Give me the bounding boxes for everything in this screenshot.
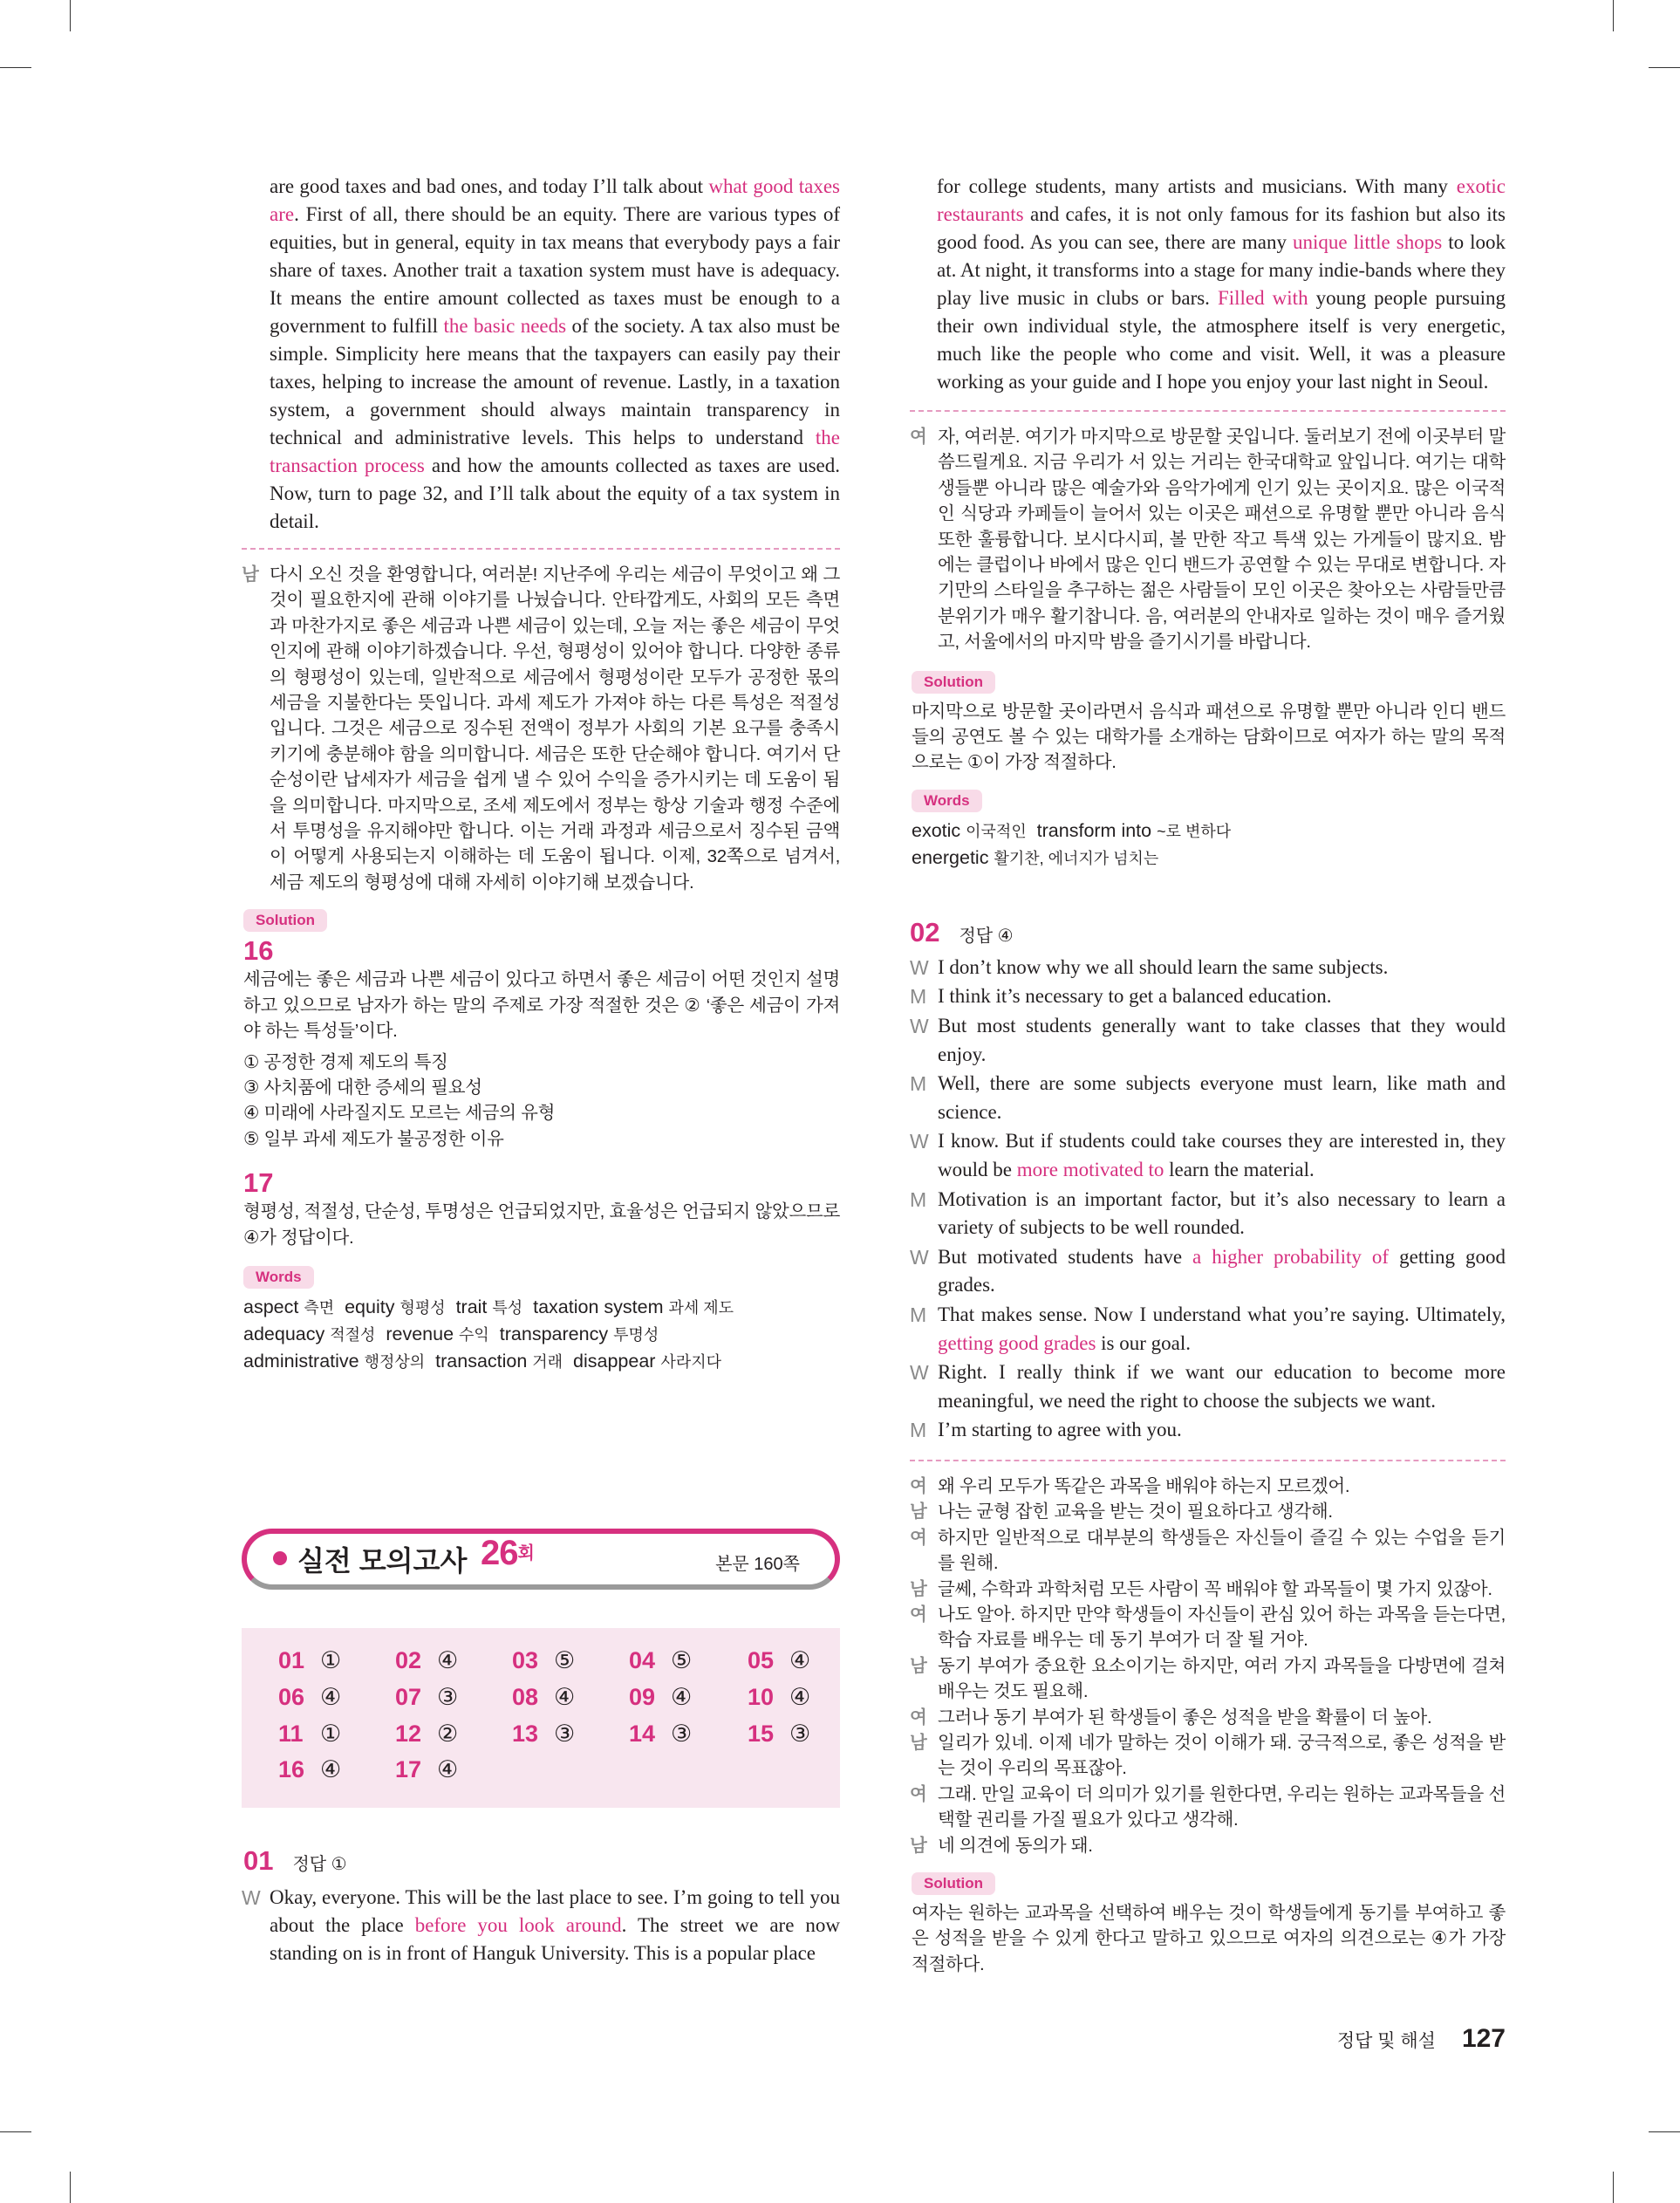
text-segment: Okay, everyone. This will be the last place to see. I’m going to tell you about the place: [270, 1886, 840, 1936]
answer-choice: ③: [789, 1721, 811, 1747]
answer-item: [748, 1721, 810, 1748]
vocab-term: transparency: [499, 1323, 609, 1344]
answer-label: 정답 ①: [292, 1855, 347, 1874]
speaker-label: 여: [910, 1604, 927, 1625]
line-text: [938, 1127, 1506, 1184]
line-text: [938, 954, 1506, 982]
answer-choice: ④: [320, 1756, 342, 1782]
answer-item: [748, 1684, 810, 1711]
round-number: 26: [481, 1534, 518, 1572]
page-footer: [1337, 2024, 1506, 2054]
answer-choice: ⑤: [554, 1647, 576, 1673]
highlighted-phrase: what good taxes are: [270, 175, 840, 225]
text-segment: That makes sense. Now I understand what you’re saying. Ultimately,: [938, 1303, 1506, 1325]
answer-item: [278, 1721, 341, 1748]
answer-choice: ④: [437, 1756, 459, 1782]
crop-mark: [70, 0, 71, 31]
vocab-line: [243, 1294, 840, 1321]
vocab-meaning: 과세 제도: [668, 1298, 734, 1317]
translation-line: [910, 1705, 1506, 1730]
answer-item: [629, 1721, 692, 1748]
text-segment: and cafes, it is not only famous for its fashion but also its good food. As you can see, there are many: [937, 203, 1506, 253]
question-number: 16: [243, 935, 274, 967]
answer-item: [278, 1647, 341, 1674]
answer-item: [278, 1684, 341, 1711]
speaker-label: 남: [910, 1835, 927, 1856]
question-num: 02: [395, 1647, 422, 1673]
dialogue-line: [910, 954, 1506, 982]
speaker-label: 여: [910, 1783, 927, 1804]
answer-choice: ⑤: [671, 1647, 693, 1673]
question-header: [243, 1845, 347, 1877]
line-text: [938, 1358, 1506, 1415]
speaker-label: M: [910, 1303, 927, 1326]
highlighted-phrase: a higher probability of: [1192, 1245, 1390, 1268]
text-segment: getting good grades.: [938, 1245, 1506, 1296]
line-text: [938, 1416, 1506, 1445]
vocab-term: disappear: [573, 1350, 656, 1372]
option: ① 공정한 경제 제도의 특징: [243, 1051, 448, 1072]
crop-mark: [1649, 67, 1680, 68]
answer-choice: ①: [320, 1721, 342, 1747]
line-text: 왜 우리 모두가 똑같은 과목을 배워야 하는지 모르겠어.: [938, 1475, 1350, 1496]
question-number: 17: [243, 1167, 274, 1199]
text-segment: But most students generally want to take classes that they would enjoy.: [938, 1015, 1506, 1065]
crop-mark: [0, 2131, 31, 2132]
left-column: [242, 173, 840, 1375]
vocab-line: [912, 818, 1506, 845]
line-text: 동기 부여가 중요한 요소이기는 하지만, 여러 가지 과목들을 다방면에 걸쳐 배우는 것도 필요해.: [938, 1655, 1506, 1702]
answer-choice: ③: [554, 1721, 576, 1747]
dialogue-line: [910, 1243, 1506, 1300]
answer-choice: ④: [554, 1684, 576, 1710]
question-header: [910, 917, 1014, 948]
line-text: 나도 알아. 하지만 만약 학생들이 자신들이 관심 있어 하는 과목을 듣는다면, 학습 자료를 배우는 데 동기 부여가 더 잘 될 거야.: [938, 1604, 1506, 1651]
speaker-label: 남: [242, 564, 259, 585]
speaker-label: M: [910, 1419, 927, 1442]
vocab-line: [243, 1321, 840, 1348]
option: ③ 사치품에 대한 증세의 필요성: [243, 1077, 482, 1098]
text-segment: young people pursuing their own individual style, the atmosphere itself is very energetic, much like the people who come and visit. Well, it was a pleasure working as your guide and I hope you enjoy your last night in Seoul.: [937, 287, 1506, 393]
line-text: [270, 1884, 840, 1967]
highlighted-phrase: exotic restaurants: [937, 175, 1506, 225]
vocab-term: adequacy: [243, 1323, 325, 1344]
question-num: 14: [629, 1721, 656, 1747]
vocab-meaning: 활기찬, 에너지가 넘치는: [994, 849, 1159, 867]
question-num: 12: [395, 1721, 422, 1747]
speaker-label: W: [910, 1245, 929, 1269]
line-text: [938, 1186, 1506, 1242]
answer-item: [512, 1647, 575, 1674]
answer-item: [395, 1756, 458, 1783]
text-segment: . The street we are now standing on is in front of Hanguk University. This is a popular place: [270, 1914, 841, 1964]
answer-choice: ④: [671, 1684, 693, 1710]
solution-badge: Solution: [912, 1872, 995, 1895]
question-num: 05: [748, 1647, 775, 1673]
answer-choice: ④: [437, 1647, 459, 1673]
line-text: [938, 982, 1506, 1011]
answer-item: [278, 1756, 341, 1783]
text-segment: is our goal.: [1096, 1331, 1192, 1354]
crop-mark: [1613, 2172, 1614, 2203]
crop-mark: [1649, 2131, 1680, 2132]
translation-line: [910, 1730, 1506, 1782]
speaker-label: 여: [910, 427, 927, 447]
highlighted-phrase: unique little shops: [1293, 231, 1443, 253]
line-text: 글쎄, 수학과 과학처럼 모든 사람이 꼭 배워야 할 과목들이 몇 가지 있잖아.: [938, 1578, 1492, 1599]
translation-line: [910, 1602, 1506, 1653]
solution-16-text: 세금에는 좋은 세금과 나쁜 세금이 있다고 하면서 좋은 세금이 어떤 것인지 설명하고 있으므로 남자가 하는 말의 주제로 가장 적절한 것은 ② ‘좋은 세금이 가져야 하는 특성들’이다.: [243, 969, 840, 1042]
speaker-label: 여: [910, 1707, 927, 1728]
passage-translation: [910, 424, 1506, 655]
question-num: 06: [278, 1684, 305, 1710]
question-num: 01: [278, 1647, 305, 1673]
line-text: 하지만 일반적으로 대부분의 학생들은 자신들이 즐길 수 있는 수업을 듣기를 원해.: [938, 1527, 1506, 1574]
text-segment: But motivated students have: [938, 1245, 1193, 1268]
divider: [242, 548, 840, 550]
test-header: [242, 1529, 840, 1590]
highlighted-phrase: the basic needs: [443, 315, 567, 337]
dialogue-line: [910, 1070, 1506, 1126]
answer-choice: ④: [789, 1647, 811, 1673]
words-badge: Words: [912, 790, 982, 812]
vocab-term: administrative: [243, 1350, 359, 1372]
vocab-meaning: 측면: [304, 1298, 335, 1317]
test-round: [481, 1534, 535, 1573]
dialogue-line: [910, 1127, 1506, 1184]
dialogue: [910, 954, 1506, 1446]
answer-item: [395, 1684, 458, 1711]
vocab-line: [243, 1348, 840, 1375]
line-text: 나는 균형 잡힌 교육을 받는 것이 필요하다고 생각해.: [938, 1502, 1333, 1522]
speaker-label: W: [910, 1361, 929, 1385]
answer-item: [395, 1721, 458, 1748]
vocab-meaning: 이국적인: [966, 822, 1027, 840]
highlighted-phrase: before you look around: [414, 1914, 622, 1936]
line-text: 그러나 동기 부여가 된 학생들이 좋은 성적을 받을 확률이 더 높아.: [938, 1707, 1432, 1728]
dialogue-line: [910, 982, 1506, 1011]
line-text: [938, 1243, 1506, 1300]
answer-choice: ③: [671, 1721, 693, 1747]
vocab-term: exotic: [912, 819, 961, 841]
option: ⑤ 일부 과세 제도가 불공정한 이유: [243, 1128, 504, 1149]
text-segment: . First of all, there should be an equity. There are various types of equities, but in general, equity in tax means that everybody pays a fair share of taxes. Another trait a taxation system must have is adequacy. It means the entire amount collected as taxes must be enough to a government to fulfill: [270, 203, 840, 337]
section-label: 정답 및 해설: [1336, 2031, 1436, 2051]
answer-item: [395, 1647, 458, 1674]
answer-choice: ①: [320, 1647, 342, 1673]
vocab-term: equity: [345, 1296, 395, 1317]
answer-item: [629, 1647, 692, 1674]
answer-label: 정답 ④: [959, 926, 1014, 946]
vocab-meaning: ~로 변하다: [1157, 822, 1232, 840]
divider: [910, 410, 1506, 412]
solution-16-options: [243, 1050, 840, 1153]
vocab-meaning: 적절성: [330, 1325, 376, 1344]
dialogue-line: [910, 1416, 1506, 1445]
question-num: 04: [629, 1647, 656, 1673]
dialogue-line: [910, 1012, 1506, 1069]
crop-mark: [0, 67, 31, 68]
highlighted-phrase: the transaction process: [270, 427, 840, 476]
speaker-label: W: [910, 1015, 929, 1038]
dialogue-line: [242, 1884, 840, 1967]
dialogue-line: [910, 1358, 1506, 1415]
translation-line: [910, 1525, 1506, 1577]
vocab-meaning: 사라지다: [660, 1352, 722, 1371]
speaker-label: 여: [910, 1527, 927, 1548]
speaker-label: 남: [910, 1655, 927, 1676]
round-suffix: 회: [517, 1543, 535, 1563]
answer-choice: ④: [320, 1684, 342, 1710]
text-segment: learn the material.: [1164, 1159, 1315, 1181]
crop-mark: [1613, 0, 1614, 31]
line-text: [938, 1070, 1506, 1126]
translation-line: [910, 1499, 1506, 1524]
question-number: 02: [910, 916, 940, 948]
question-num: 07: [395, 1684, 422, 1710]
text-segment: I’m starting to agree with you.: [938, 1419, 1182, 1441]
text-segment: are good taxes and bad ones, and today I’ll talk about: [270, 175, 709, 197]
answer-choice: ②: [437, 1721, 459, 1747]
vocab-meaning: 수익: [459, 1325, 489, 1344]
crop-mark: [70, 2172, 71, 2203]
solution-01-text: 마지막으로 방문할 곳이라면서 음식과 패션으로 유명할 뿐만 아니라 인디 밴드들의 공연도 볼 수 있는 대학가를 소개하는 담화이므로 여자가 하는 말의 목적으로는 ①이 가장 적절하다.: [912, 701, 1506, 773]
answer-choice: ④: [789, 1684, 811, 1710]
line-text: 그래. 만일 교육이 더 의미가 있기를 원한다면, 우리는 원하는 교과목들을 선택할 권리를 가질 필요가 있다고 생각해.: [938, 1783, 1506, 1830]
vocab-list: [912, 818, 1506, 872]
text-segment: for college students, many artists and musicians. With many: [937, 175, 1457, 197]
answer-item: [748, 1647, 810, 1674]
passage-continuation: [270, 173, 840, 536]
question-num: 09: [629, 1684, 656, 1710]
translation-line: [910, 1577, 1506, 1602]
right-column: [910, 173, 1506, 1977]
speaker-label: W: [910, 955, 929, 979]
line-text: 네 의견에 동의가 돼.: [938, 1835, 1093, 1856]
question-num: 17: [395, 1756, 422, 1782]
question-num: 11: [278, 1721, 304, 1747]
text-segment: I don’t know why we all should learn the same subjects.: [938, 955, 1389, 978]
text-segment: I know. But if students could take courses they are interested in, they would be: [938, 1130, 1506, 1181]
speaker-label: 남: [910, 1502, 927, 1522]
text-segment: to look at. At night, it transforms into a stage for many indie-bands where they play live music in clubs or bars.: [937, 231, 1506, 309]
passage-translation: [242, 562, 840, 895]
solution-badge: Solution: [912, 671, 995, 694]
question-num: 08: [512, 1684, 539, 1710]
vocab-meaning: 거래: [532, 1352, 563, 1371]
translation-line: [910, 1474, 1506, 1499]
divider: [910, 1460, 1506, 1461]
vocab-term: taxation system: [533, 1296, 664, 1317]
dialogue-line: [910, 1186, 1506, 1242]
test-title: 실전 모의고사: [297, 1545, 468, 1577]
text-segment: Motivation is an important factor, but it’s also necessary to learn a variety of subjects to be well rounded.: [938, 1187, 1506, 1239]
speaker-label: M: [910, 985, 927, 1009]
highlighted-phrase: more motivated to: [1016, 1159, 1164, 1181]
dialogue-translation: [910, 1474, 1506, 1858]
translation-line: [910, 1833, 1506, 1858]
question-num: 13: [512, 1721, 539, 1747]
speaker-label: 남: [910, 1733, 927, 1754]
text-segment: Well, there are some subjects everyone must learn, like math and science.: [938, 1072, 1506, 1123]
vocab-line: [912, 845, 1506, 872]
vocab-term: transaction: [435, 1350, 528, 1372]
dialogue-line: [910, 1301, 1506, 1358]
speaker-label: 남: [910, 1578, 927, 1599]
vocab-term: revenue: [386, 1323, 454, 1344]
option: ④ 미래에 사라질지도 모르는 세금의 유형: [243, 1103, 556, 1124]
line-text: [938, 1301, 1506, 1358]
line-text: [938, 1012, 1506, 1069]
vocab-meaning: 투명성: [613, 1325, 659, 1344]
highlighted-phrase: Filled with: [1217, 287, 1308, 309]
bullet-icon: [273, 1551, 287, 1565]
words-badge: Words: [243, 1266, 314, 1289]
answer-item: [512, 1721, 575, 1748]
translation-text: 다시 오신 것을 환영합니다, 여러분! 지난주에 우리는 세금이 무엇이고 왜 그것이 필요한지에 관해 이야기를 나눴습니다. 안타깝게도, 사회의 모든 측면과 마찬가지로 좋은 세금과 나쁜 세금이 있는데, 오늘 저는 좋은 세금이 무엇인지에 관해 이야기하겠습니다. 우선, 형평성이 있어야 합니다. 다양한 종류의 형평성이 있는데, 일반적으로 세금에서 형평성이란 모두가 공정한 몫의 세금을 지불한다는 뜻입니다. 과세 제도가 가져야 하는 다른 특성은 적절성입니다. 그것은 세금으로 징수된 전액이 정부가 사회의 기본 요구를 충족시키기에 충분해야 함을 의미합니다. 세금은 또한 단순해야 합니다. 여기서 단순성이란 납세자가 세금을 쉽게 낼 수 있어 수익을 증가시키는 데 도움이 됨을 의미합니다. 마지막으로, 조세 제도에서 정부는 항상 기술과 행정 수준에서 투명성을 유지해야만 합니다. 이는 거래 과정과 세금으로서 징수된 금액이 어떻게 사용되는지 이해하는 데 도움이 됩니다. 이제, 32쪽으로 넘겨서, 세금 제도의 형평성에 대해 자세히 이야기해 보겠습니다.: [270, 564, 840, 893]
translation-line: [910, 1653, 1506, 1705]
line-text: 일리가 있네. 이제 네가 말하는 것이 이해가 돼. 궁극적으로, 좋은 성적을 받는 것이 우리의 목표잖아.: [938, 1733, 1506, 1779]
vocab-meaning: 특성: [492, 1298, 523, 1317]
vocab-list: [243, 1294, 840, 1375]
vocab-meaning: 행정상의: [364, 1352, 426, 1371]
vocab-meaning: 형평성: [400, 1298, 446, 1317]
page-reference: 본문 160쪽: [715, 1555, 800, 1574]
vocab-term: transform into: [1036, 819, 1152, 841]
text-segment: and how the amounts collected as taxes are used. Now, turn to page 32, and I’ll talk about the equity of a tax system in detail.: [270, 455, 840, 532]
page-number: 127: [1461, 2024, 1506, 2053]
speaker-label: M: [910, 1072, 927, 1096]
question-num: 15: [748, 1721, 775, 1747]
vocab-term: trait: [455, 1296, 488, 1317]
translation-text: 자, 여러분. 여기가 마지막으로 방문할 곳입니다. 둘러보기 전에 이곳부터 말씀드릴게요. 지금 우리가 서 있는 거리는 한국대학교 앞입니다. 여기는 대학생들뿐 아니라 많은 예술가와 음악가에게 인기 있는 곳이지요. 많은 이국적인 식당과 카페들이 늘어서 있는 이곳은 패션으로 유명할 뿐만 아니라 음식 또한 훌륭합니다. 보시다시피, 볼 만한 작고 특색 있는 가게들이 많지요. 밤에는 클럽이나 바에서 많은 인디 밴드가 공연할 수 있는 무대로 변합니다. 자기만의 스타일을 추구하는 젊은 사람들이 모인 이곳은 찾아오는 사람들만큼 분위기가 매우 활기찹니다. 음, 여러분의 안내자로 일하는 것이 매우 즐거웠고, 서울에서의 마지막 밤을 즐기시기를 바랍니다.: [938, 427, 1506, 653]
solution-02-text: 여자는 원하는 교과목을 선택하여 배우는 것이 학생들에게 동기를 부여하고 좋은 성적을 받을 수 있게 한다고 말하고 있으므로 여자의 의견으로는 ④가 가장 적절하다.: [912, 1903, 1506, 1974]
answer-key: [242, 1628, 840, 1808]
solution-17-text: 형평성, 적절성, 단순성, 투명성은 언급되었지만, 효율성은 언급되지 않았으므로 ④가 정답이다.: [243, 1201, 840, 1248]
translation-line: [910, 1782, 1506, 1833]
answer-item: [629, 1684, 692, 1711]
question-num: 16: [278, 1756, 305, 1782]
speaker-label: M: [910, 1187, 927, 1211]
speaker-label: 여: [910, 1475, 927, 1496]
text-segment: I think it’s necessary to get a balanced education.: [938, 985, 1332, 1008]
question-num: 10: [748, 1684, 775, 1710]
vocab-term: energetic: [912, 846, 989, 868]
question-01: [242, 1845, 840, 1967]
text-segment: Right. I really think if we want our education to become more meaningful, we need the right to choose the subjects we want.: [938, 1361, 1506, 1412]
vocab-term: aspect: [243, 1296, 299, 1317]
speaker-label: W: [242, 1886, 261, 1909]
passage-continuation: [937, 173, 1506, 396]
highlighted-phrase: getting good grades: [938, 1331, 1096, 1354]
speaker-label: W: [910, 1130, 929, 1153]
solution-badge: Solution: [243, 909, 327, 932]
question-num: 03: [512, 1647, 539, 1673]
question-number: 01: [243, 1845, 274, 1876]
answer-choice: ③: [437, 1684, 459, 1710]
text-segment: of the society. A tax also must be simple. Simplicity here means that the taxpayers can easily pay their taxes, helping to increase the amount of revenue. Lastly, in a taxation system, a government should always maintain transparency in technical and administrative levels. This helps to understand: [270, 315, 840, 448]
answer-item: [512, 1684, 575, 1711]
